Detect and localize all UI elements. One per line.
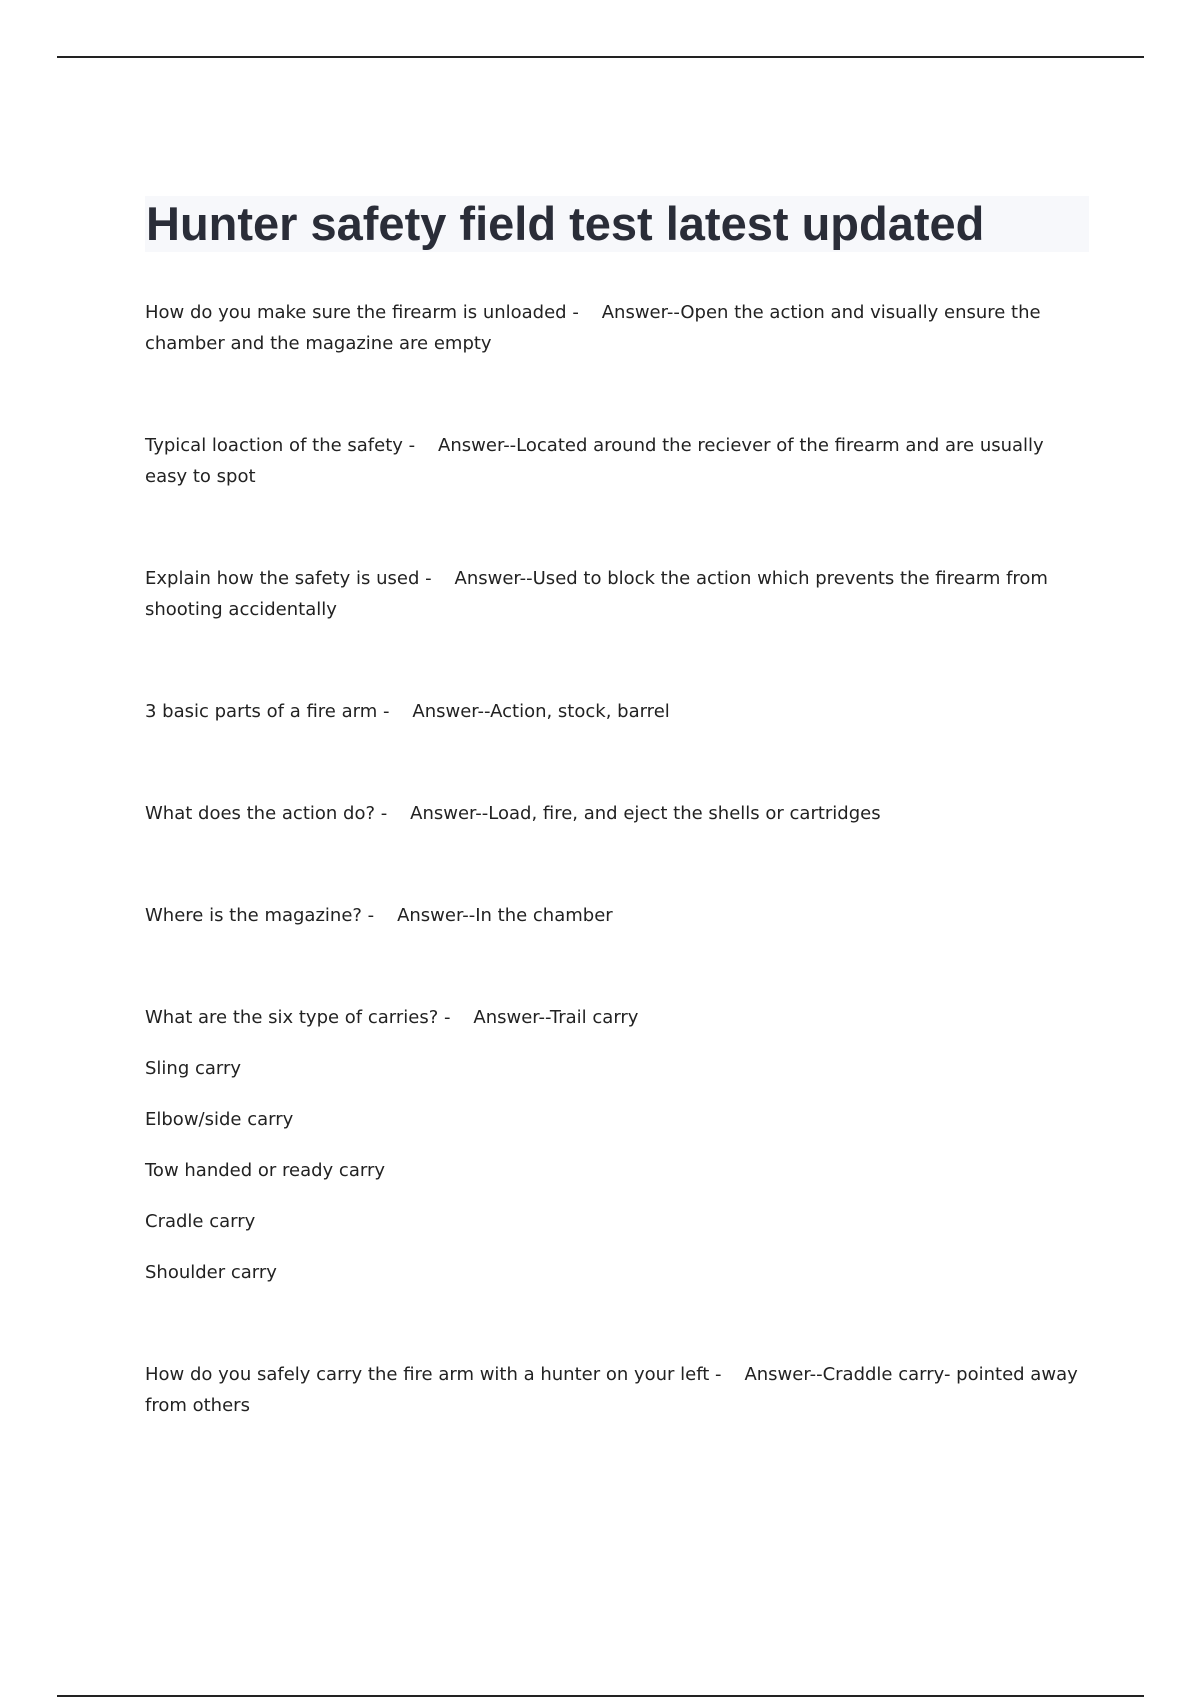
qa-separator: - bbox=[438, 1007, 474, 1028]
qa-item bbox=[145, 430, 1089, 492]
document-body bbox=[145, 196, 1089, 1421]
qa-item bbox=[145, 297, 1089, 359]
title-band bbox=[145, 196, 1089, 252]
qa-item bbox=[145, 798, 1089, 829]
qa-separator: - bbox=[375, 803, 411, 824]
carry-type-line: Shoulder carry bbox=[145, 1262, 277, 1283]
answer-text: Answer--In the chamber bbox=[397, 905, 613, 926]
answer-text: Answer--Used to block the action which prevents the firearm from shooting accidentally bbox=[145, 568, 1048, 620]
qa-item bbox=[145, 900, 1089, 931]
header-rule bbox=[57, 56, 1144, 58]
qa-item bbox=[145, 696, 1089, 727]
qa-separator: - bbox=[566, 302, 602, 323]
qa-separator: - bbox=[361, 905, 398, 926]
carry-type-line: Sling carry bbox=[145, 1058, 242, 1079]
footer-rule bbox=[57, 1695, 1144, 1697]
question-text: 3 basic parts of a fire arm bbox=[145, 701, 378, 722]
qa-separator: - bbox=[419, 568, 455, 589]
question-text: What does the action do? bbox=[145, 803, 376, 824]
question-text: How do you safely carry the fire arm with a hunter on your left bbox=[145, 1364, 710, 1385]
answer-text: Answer--Located around the reciever of the firearm and are usually easy to spot bbox=[145, 435, 1044, 487]
question-text: How do you make sure the firearm is unloaded bbox=[145, 302, 567, 323]
carry-type-line: Cradle carry bbox=[145, 1211, 256, 1232]
document-title: Hunter safety field test latest updated bbox=[146, 197, 985, 250]
qa-separator: - bbox=[402, 435, 439, 456]
question-text: What are the six type of carries? bbox=[145, 1007, 439, 1028]
answer-text: Answer--Trail carry bbox=[473, 1007, 639, 1028]
answer-text: Answer--Open the action and visually ensure the chamber and the magazine are empty bbox=[145, 302, 1041, 354]
carry-type-line: Tow handed or ready carry bbox=[145, 1160, 385, 1181]
question-text: Explain how the safety is used bbox=[145, 568, 420, 589]
answer-text: Answer--Action, stock, barrel bbox=[412, 701, 670, 722]
qa-item bbox=[145, 1359, 1089, 1421]
answer-text: Answer--Load, fire, and eject the shells or cartridges bbox=[410, 803, 881, 824]
qa-separator: - bbox=[377, 701, 413, 722]
question-text: Where is the magazine? bbox=[145, 905, 362, 926]
carry-type-line: Elbow/side carry bbox=[145, 1109, 294, 1130]
answer-text: Answer--Craddle carry- pointed away from others bbox=[145, 1364, 1078, 1416]
qa-separator: - bbox=[709, 1364, 745, 1385]
qa-item bbox=[145, 563, 1089, 625]
qa-item bbox=[145, 1002, 1089, 1288]
qa-list bbox=[145, 297, 1089, 1421]
question-text: Typical loaction of the safety bbox=[145, 435, 403, 456]
